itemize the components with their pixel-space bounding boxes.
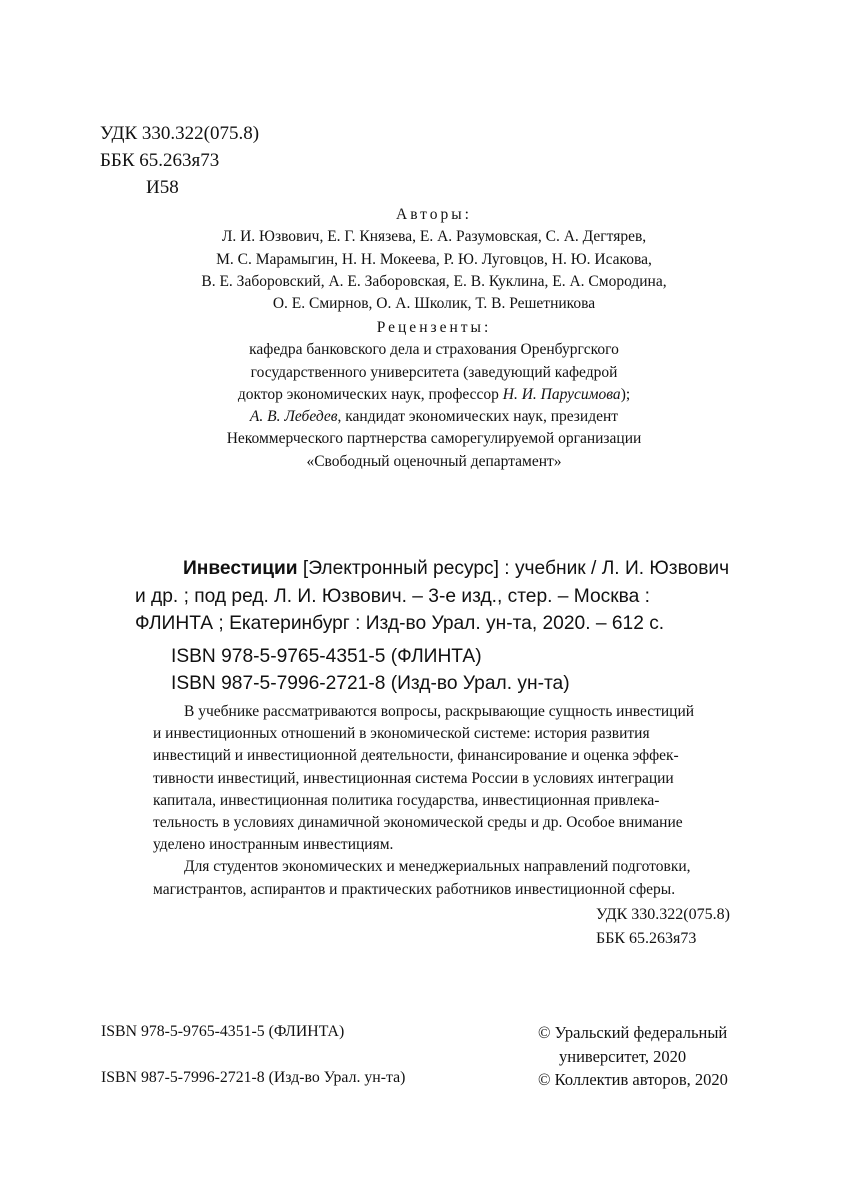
biblio-line: ФЛИНТА ; Екатеринбург : Изд-во Урал. ун-та, 2020. – 612 с. [135, 613, 665, 634]
authors-line: М. С. Марамыгин, Н. Н. Мокеева, Р. Ю. Луговцов, Н. Ю. Исакова, [216, 250, 652, 268]
reviewers-text: ); [620, 385, 631, 403]
footer-isbn: ISBN 987-5-7996-2721-8 (Изд-во Урал. ун-та) [101, 1069, 406, 1086]
reviewers-line: государственного университета (заведующий кафедрой [250, 363, 618, 381]
annotation-line: тивности инвестиций, инвестиционная система России в условиях интеграции [153, 769, 674, 787]
bbk-code: ББК 65.263я73 [596, 929, 697, 947]
biblio-isbn: ISBN 987-5-7996-2721-8 (Изд-во Урал. ун-та) [171, 673, 570, 694]
reviewers-text: доктор экономических наук, профессор [237, 385, 503, 403]
authors-block [0, 204, 857, 315]
reviewers-line [0, 384, 857, 406]
annotation-line: магистрантов, аспирантов и практических работников инвестиционной сферы. [153, 880, 676, 898]
reviewers-heading: Рецензенты: [376, 319, 492, 336]
reviewers-line [0, 406, 857, 428]
annotation-line: тельность в условиях динамичной экономической среды и др. Особое внимание [153, 814, 683, 832]
reviewers-line: Некоммерческого партнерства саморегулируемой организации [226, 430, 642, 448]
annotation-line: капитала, инвестиционная политика государства, инвестиционная привлека- [153, 791, 660, 809]
biblio-isbn: ISBN 978-5-9765-4351-5 (ФЛИНТА) [171, 645, 482, 667]
reviewer-name: Н. И. Парусимова [502, 385, 621, 403]
annotation-line: Для студентов экономических и менеджериальных направлений подготовки, [184, 858, 691, 876]
copyright-line: © Коллектив авторов, 2020 [538, 1070, 728, 1089]
authors-heading: Авторы: [396, 206, 472, 223]
reviewers-line: «Свободный оценочный департамент» [306, 452, 562, 470]
copyright-line: университет, 2020 [559, 1046, 687, 1066]
copyright-block [538, 1021, 728, 1092]
footer-classification-codes [596, 903, 730, 950]
authors-line: Л. И. Юзвович, Е. Г. Князева, Е. А. Разумовская, С. А. Дегтярев, [221, 228, 647, 246]
author-sign: И58 [146, 177, 179, 198]
reviewers-block [0, 317, 857, 473]
authors-line: О. Е. Смирнов, О. А. Школик, Т. В. Решетникова [272, 295, 596, 313]
reviewer-name: А. В. Лебедев [249, 408, 338, 426]
annotation-line: В учебнике рассматриваются вопросы, раскрывающие сущность инвестиций [184, 703, 695, 720]
classification-codes [100, 120, 259, 201]
biblio-line: и др. ; под ред. Л. И. Юзвович. – 3-е изд., стер. – Москва : [135, 585, 650, 607]
biblio-text: [Электронный ресурс] : учебник / Л. И. Юзвович [297, 558, 730, 579]
authors-line: В. Е. Заборовский, А. Е. Заборовская, Е. В. Куклина, Е. А. Смородина, [201, 272, 667, 290]
book-title: Инвестиции [183, 558, 298, 579]
annotation-line: уделено иностранным инвестициям. [153, 836, 394, 854]
reviewers-line: кафедра банковского дела и страхования Оренбургского [249, 341, 619, 359]
biblio-line [135, 555, 729, 583]
footer-isbn: ISBN 978-5-9765-4351-5 (ФЛИНТА) [101, 1023, 345, 1040]
udk-code: УДК 330.322(075.8) [100, 123, 260, 144]
annotation-line: инвестиций и инвестиционной деятельности, финансирование и оценка эффек- [153, 747, 679, 765]
bbk-code: ББК 65.263я73 [100, 150, 220, 171]
copyright-line: © Уральский федеральный [538, 1023, 728, 1042]
udk-code: УДК 330.322(075.8) [596, 906, 730, 923]
bibliographic-record [135, 555, 729, 698]
reviewers-text: , кандидат экономических наук, президент [337, 408, 619, 426]
annotation [153, 701, 758, 901]
annotation-line: и инвестиционных отношений в экономической системе: история развития [153, 725, 650, 743]
